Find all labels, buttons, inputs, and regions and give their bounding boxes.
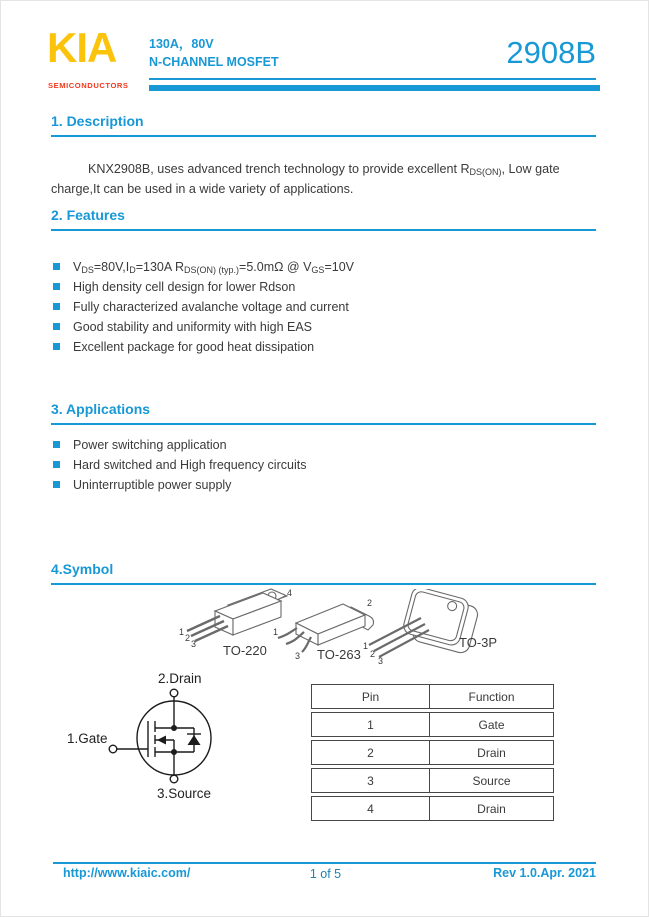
logo-subtitle: SEMICONDUCTORS (48, 81, 129, 90)
feature-text: Good stability and uniformity with high EAS (73, 320, 313, 334)
table-row (311, 740, 554, 765)
feature-text: Excellent package for good heat dissipation (73, 340, 315, 354)
revision-label: Rev 1.0.Apr. 2021 (493, 866, 596, 880)
pin-cell: 3 (311, 768, 429, 793)
header-rule-thin (149, 78, 596, 80)
function-cell: Source (429, 768, 554, 793)
package-name-label: TO-220 (223, 643, 267, 658)
list-item (53, 260, 354, 274)
pin-number-label: 2 (185, 633, 191, 643)
list-item (53, 458, 306, 472)
drain-label: 2.Drain (158, 671, 202, 686)
application-text: Hard switched and High frequency circuits (73, 458, 307, 472)
application-text: Power switching application (73, 438, 227, 452)
page-number: 1 of 5 (309, 867, 342, 881)
column-header-pin: Pin (311, 684, 429, 709)
list-item (53, 280, 354, 294)
junction-dot (171, 749, 177, 755)
features-list (53, 260, 354, 360)
device-summary (149, 36, 279, 71)
bullet-square-icon (53, 283, 60, 290)
section-heading-applications: 3. Applications (51, 401, 596, 425)
bullet-square-icon (53, 343, 60, 350)
table-row (311, 796, 554, 821)
drain-terminal-icon (170, 689, 178, 697)
bullet-square-icon (53, 323, 60, 330)
function-cell: Drain (429, 740, 554, 765)
bullet-square-icon (53, 461, 60, 468)
mosfet-symbol-schematic (51, 665, 301, 809)
pin-number-label: 2 (370, 649, 376, 659)
lead-line (195, 626, 228, 641)
section-heading-description: 1. Description (51, 113, 596, 137)
bullet-square-icon (53, 441, 60, 448)
lead-line (278, 628, 297, 638)
source-terminal-icon (170, 775, 178, 783)
table-row (311, 768, 554, 793)
pin-function-table (311, 681, 554, 824)
application-text: Uninterruptible power supply (73, 478, 232, 492)
table-header-row (311, 684, 554, 709)
function-cell: Gate (429, 712, 554, 737)
pin-number-label: 1 (179, 627, 185, 637)
list-item (53, 300, 354, 314)
part-number: 2908B (506, 35, 596, 70)
applications-list (53, 438, 306, 498)
pin-number-label: 4 (287, 588, 293, 598)
section-heading-symbol: 4.Symbol (51, 561, 596, 585)
feature-text: $V_{DS}=80V,I_D=130A$ $R_{DS(ON) (typ.)}=5.0m\Omega$ @ $V_{GS}=10V$ (73, 260, 354, 275)
symbol-lines (109, 689, 211, 783)
pin-cell: 4 (311, 796, 429, 821)
diode-triangle-icon (188, 735, 201, 745)
gate-terminal-icon (109, 745, 117, 753)
function-cell: Drain (429, 796, 554, 821)
list-item (53, 320, 354, 334)
description-paragraph: KNX2908B, uses advanced trench technology to provide excellent $R_{DS(ON)}$, Low gate charge,It can be used in a wide variety of applications. (51, 162, 560, 196)
pin-number-label: 1 (363, 641, 369, 651)
pin-number-label: 1 (273, 627, 279, 637)
junction-dot (171, 725, 177, 731)
footer-website-link[interactable]: http://www.kiaic.com/ (63, 866, 191, 880)
device-type: N-CHANNEL MOSFET (149, 54, 279, 69)
source-arrowhead-icon (157, 736, 166, 745)
header-rule-thick (149, 85, 600, 91)
pin-number-label: 2 (367, 598, 373, 608)
pin-cell: 1 (311, 712, 429, 737)
footer-rule (53, 862, 596, 864)
bullet-square-icon (53, 263, 60, 270)
feature-text: Fully characterized avalanche voltage and current (73, 300, 349, 314)
pin-number-label: 3 (378, 656, 384, 666)
list-item (53, 438, 306, 452)
device-rating: 130A，80V (149, 37, 214, 51)
list-item (53, 478, 306, 492)
source-label: 3.Source (157, 786, 212, 801)
kia-logo: KIA (47, 24, 117, 71)
pin-cell: 2 (311, 740, 429, 765)
bullet-square-icon (53, 481, 60, 488)
feature-text: High density cell design for lower Rdson (73, 280, 296, 294)
to-263-outline (296, 604, 374, 645)
list-item (53, 340, 354, 354)
section-heading-features: 2. Features (51, 207, 596, 231)
pin-number-label: 3 (191, 639, 197, 649)
to-3p-package-drawing (363, 589, 513, 669)
column-header-function: Function (429, 684, 554, 709)
table-row (311, 712, 554, 737)
package-name-label: TO-263 (317, 647, 361, 662)
bullet-square-icon (53, 303, 60, 310)
package-name-label: TO-3P (459, 635, 498, 650)
pin-number-label: 3 (295, 651, 301, 661)
gate-label: 1.Gate (67, 731, 108, 746)
